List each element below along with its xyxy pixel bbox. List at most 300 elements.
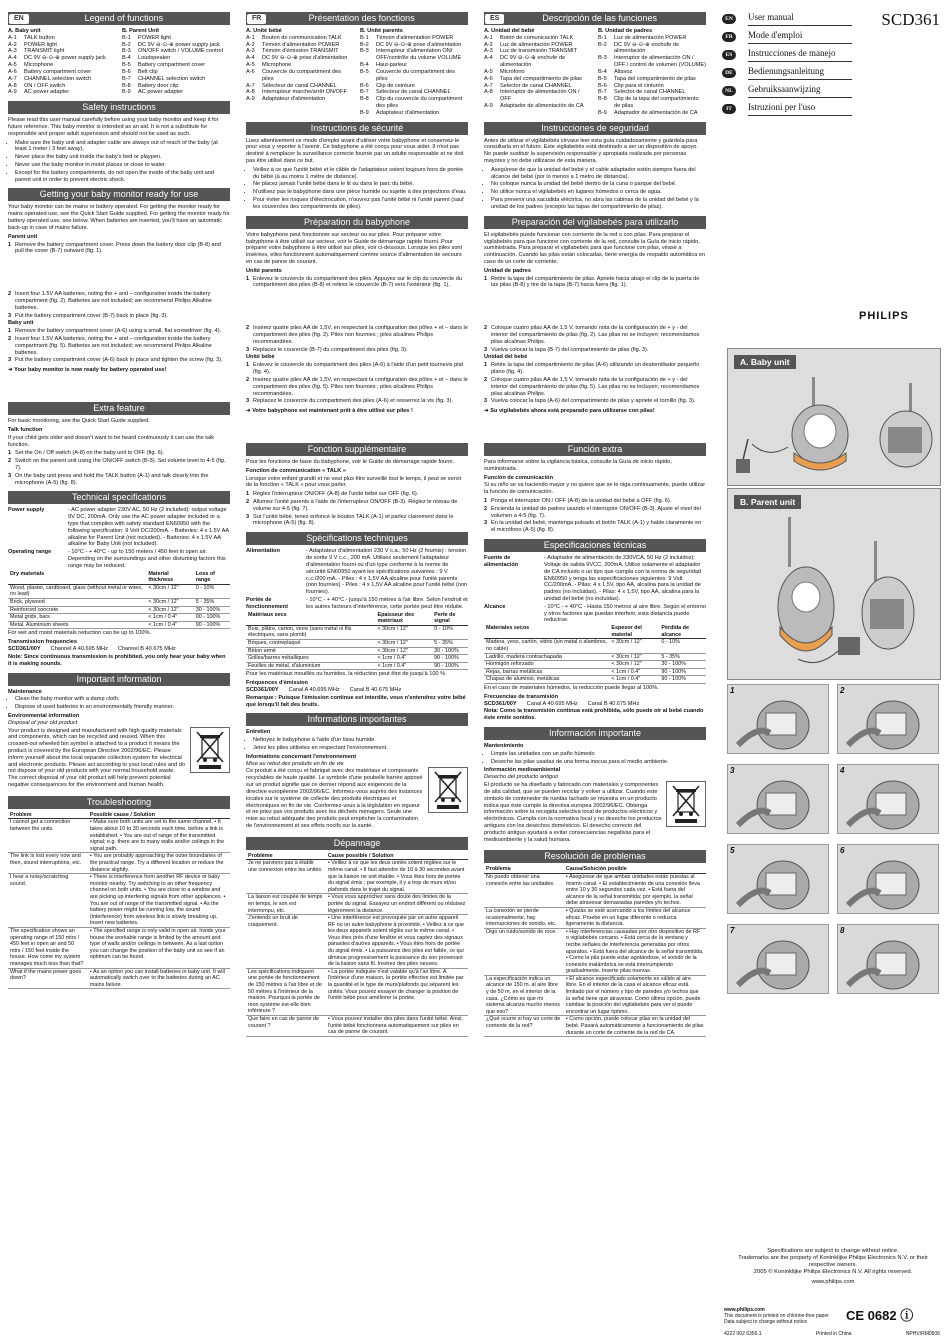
language-badge: IT <box>722 104 736 114</box>
legend-item <box>122 89 230 96</box>
legend-code: A-4 <box>8 55 17 62</box>
figure-5 <box>727 844 829 914</box>
legend-label: Témoin d'alimentation POWER <box>262 41 340 48</box>
talk-intro: If your child gets older and doesn't want to be heard continuously it can use the talk function. <box>8 434 214 448</box>
language-entry-it[interactable] <box>722 102 942 116</box>
step-text: Replacez le couvercle (B-7) du compartiment des piles (fig. 3). <box>253 346 408 353</box>
table-row <box>246 860 468 894</box>
legend-label: Témoin d'émission TRANSMIT <box>262 48 339 55</box>
baby-heading: Baby unit <box>8 320 34 327</box>
legend-code: B-9 <box>122 89 131 96</box>
step: 3 On the baby unit press and hold the TALK button (A-1) and talk clearly into the microphone (A-5) (fig. 8). <box>8 473 230 487</box>
legend-label: AC power adapter <box>138 89 184 96</box>
ready-intro: El vigilabebés puede funcionar con corriente de la red o con pilas. Para preparar el vigilabebés para que funcione con corriente de la red, consulte la Guía de inicio rápido, suministrada. Para preparar el vigilabebés para que funcione con pilas, véase a continuación. Cuando las pilas están colocadas, tiene energía de respaldo automática en caso de un corte de corriente. <box>484 231 706 265</box>
legend-code: B-1 <box>122 34 131 41</box>
table-cell: < 30cm / 12" <box>376 639 433 647</box>
step-text: Réglez l'interrupteur ON/OFF (A-8) de l'unité bébé sur OFF (fig. 6). <box>253 491 419 498</box>
table-cell: ¿Qué ocurre si hay un corte de corriente de la red? <box>484 1016 564 1037</box>
footer-copyright: 2005 © Koninklijke Philips Electronics N.V. All rights reserved. <box>753 1269 913 1276</box>
panel-b-title: B. Parent unit <box>734 495 801 509</box>
legend-label: Botón de comunicación TALK <box>500 34 574 41</box>
safety-intro: Antes de utilizar el vigilabebés sírvase leer esta guía cuidadosamente y guárdela para consultarla en el futuro. Este vigilabebés está destinado a ser un dispositivo de apoyo. No puede sustituir la supervisión responsable y apropiada realizada por personas mayores y no debe utilizarse de esta manera. <box>484 137 698 164</box>
legend-item <box>246 89 354 96</box>
talk-steps <box>8 450 230 486</box>
baby-steps <box>246 362 468 405</box>
step: 1 Enlevez le couvercle du compartiment des piles. Appuyez sur le clip du couvercle du compartiment des piles (B-8) et retirez le couvercle (B-7) vers l'extérieur (fig. 1). <box>246 276 468 290</box>
language-label: Bedienungsanleitung <box>748 66 852 80</box>
list-item: • No coloque nunca la unidad del bebé dentro de la cuna o parque del bebé. <box>491 181 706 188</box>
step-text: Retire la tapa del compartimiento de pilas (A-6) utilizando un destornillador pequeño plano (fig. 4). <box>491 362 700 376</box>
baby-unit-heading: A. Unidad del bebé <box>484 28 535 34</box>
table-cell: • Vous vous approchez sans doute des limites de la portée du signal. Essayez un endroit différent ou réduisez légèrement la distance. <box>326 894 468 915</box>
table-row <box>8 874 230 928</box>
extra-title: Función extra <box>484 443 706 456</box>
materials-note: En el caso de materiales húmedos, la reducción puede llegar al 100%. <box>484 684 659 691</box>
language-code: EN <box>8 13 30 25</box>
table-cell: < 1cm / 0.4" <box>146 621 193 629</box>
bottom-ref: NPHV/RM0506 <box>905 1331 940 1338</box>
legend-code: B-5 <box>598 75 607 82</box>
legend-label: Sélecteur de canal CHANNEL <box>376 89 451 96</box>
table-cell: • Veillez à ce que les deux unités soient réglées sur le même canal. • Il faut attendre de 10 à 30 secondes avant que la liaison ne soit établie. • Vous êtes hors de portée du signal émis ; par exemple, il y a trop de murs et/ou plafonds dans le trajet du signal. <box>326 860 468 894</box>
table-row <box>246 662 468 670</box>
extra-intro: For basic monitoring, see the Quick Start Guide supplied. <box>8 418 150 425</box>
legend-label: Adaptateur d'alimentation <box>262 96 326 103</box>
talk-heading: Fonction de communication « TALK » <box>246 467 346 474</box>
env-text: Ce produit a été conçu et fabriqué avec des matériaux et composants recyclables de haute qualité. Le symbole d'une poubelle barrée apposé sur un produit signifie que ce dernier répond aux exigences de la directive européenne 2002/96/EC. Informez-vous auprès des instances locales sur le système de collecte des produits électriques et électroniques en fin de vie. Conformez-vous à la législation en vigueur et ne jetez pas vos produits avec les déchets ménagers. Seule une mise au rebut adéquate des produits peut empêcher la contamination de l'environnement et ses effets nocifs sur la santé. <box>246 768 423 829</box>
table-cell: Madera, yeso, cartón, vidrio (sin metal o alambres, no cable) <box>484 639 609 653</box>
language-entry-de[interactable] <box>722 66 942 80</box>
parent-unit-heading: B. Unidad de padres <box>598 28 653 34</box>
safety-list <box>246 167 468 211</box>
legend-label: Adaptador de alimentación de CA <box>614 109 698 116</box>
table-cell: 90 - 100% <box>659 668 706 676</box>
legend-label: Clip de ceinture <box>376 82 415 89</box>
table-cell: 0 - 10% <box>432 625 468 639</box>
language-entry-es[interactable] <box>722 48 942 62</box>
crossed-bin-icon <box>666 781 706 827</box>
info-title: Informations importantes <box>246 713 468 726</box>
table-header: Material thickness <box>146 571 193 585</box>
step: 2 Insert four 1.5V AA batteries, noting the + and – configuration inside the battery compartment (fig. 2). Batteries are not included; we recommend Philips Alkaline batteries. <box>8 291 230 311</box>
legend-code: A-1 <box>8 34 17 41</box>
step: 2 Insérez quatre piles AA de 1,5V, en respectant la configuration des pôles + et – dans le compartiment des piles (fig. 2). Piles non fournies ; piles alcalines Philips recommandées. <box>246 325 468 345</box>
materials-table <box>484 625 706 684</box>
ready-intro: Votre babyphone peut fonctionner sur secteur ou sur piles. Pour préparer votre babyphone à être utilisé sur secteur, voir le Guide de démarrage rapide fourni. Pour préparer votre babyphone à être utilisé sur piles, voir ci-dessous. Lorsque les piles sont insérées, elles fonctionnent automatiquement comme source d'alimentation de secours en cas de panne de courant. <box>246 231 463 265</box>
legend-label: Battery compartment cover <box>24 68 92 75</box>
language-badge: ES <box>722 50 736 60</box>
legend-code: A-6 <box>484 75 493 82</box>
table-header: Perte de signal <box>432 612 468 626</box>
legend-label: Sélecteur de canal CHANNEL <box>262 82 337 89</box>
figure-illustration <box>838 845 939 913</box>
list-item: • Except for the battery compartments, do not open the inside of the baby unit and parent unit in order to prevent electric shock. <box>15 170 230 184</box>
freq-row: SCD361/00Y Canal A 40.695 MHz Canal B 40.675 MHz <box>484 700 640 707</box>
spec-power: Fuente de alimentación - Adaptador de alimentación de 230VCA, 50 Hz (2 incluidos): Voltaje de salida 9VCC, 200mA. Utilice solamente el adaptador de CA incluido o un tipo que cumpla con la norma de seguridad EN60950 y tenga las especificaciones siguientes: 9 Volt CC/200mA. - Pilas: 4 x 1,5V, tipo AA, alcalina para la unidad de padres (no incluidas). - Pilas: 4 x 1,5V, tipo AA, alcalina para la unidad del bebé (no incluidas). <box>484 555 702 602</box>
trouble-title: Resolución de problemas <box>484 850 706 863</box>
ready-intro: Your baby monitor can be mains or battery operated. For getting the monitor ready for mains operated use, see the Quick Start Guide supplied. For getting the monitor ready for battery operated use, see below. When batteries are inserted, you'll have an automatic back-up in case of mains failure. <box>8 204 230 231</box>
legend-code: B-9 <box>360 109 369 116</box>
legend-item <box>484 76 592 83</box>
table-cell: 5 - 35% <box>659 653 706 661</box>
step: 1 Réglez l'interrupteur ON/OFF (A-8) de l'unité bébé sur OFF (fig. 6). <box>246 491 419 498</box>
legend-code: B-2 <box>360 41 369 48</box>
bottom-china: Printed in China <box>815 1331 852 1338</box>
step: 2 Insérez quatre piles AA de 1,5V, en respectant la configuration des pôles + et – dans le compartiment des piles (fig. 5). Piles non fournies ; piles alcalines Philips recommandées. <box>246 376 468 397</box>
table-row <box>246 968 468 1015</box>
figure-6 <box>837 844 939 914</box>
figure-8 <box>837 924 939 994</box>
step: 1 Set the On / Off switch (A-8) on the baby unit to OFF (fig. 6). <box>8 450 165 457</box>
step: 3 Put the battery compartment cover (B-7) back in place (fig. 3). <box>8 312 168 319</box>
step: 2 Switch on the parent unit using the ON/OFF switch (B-3). Set volume level to 4-5 (fig. 7). <box>8 458 230 472</box>
bottom-change: Data subject to change without notice <box>724 1319 808 1326</box>
step: 1 Retire la tapa del compartimiento de pilas (A-6) utilizando un destornillador pequeño plano (fig. 4). <box>484 362 706 376</box>
step: 2 Encienda la unidad de padres usando el interruptor ON/OFF (B-3). Ajuste el nivel del volumen a 4-5 (fig. 7). <box>484 506 706 520</box>
legend-code: B-8 <box>598 96 607 103</box>
language-label: Istruzioni per l'uso <box>748 102 852 116</box>
freq-heading: Frecuencias de transmisión <box>484 693 558 700</box>
language-entry-nl[interactable] <box>722 84 942 98</box>
list-item: • Make sure the baby unit and adapter cable are always out of reach of the baby (at least 1 meter / 3 feet away). <box>15 140 230 154</box>
legend-label: Haut-parleur <box>376 62 408 69</box>
legend-item <box>8 69 116 76</box>
table-row <box>484 661 706 669</box>
crossed-bin-icon <box>190 727 230 773</box>
ce-mark: CE 0682 ⓘ <box>846 1308 914 1323</box>
panel-baby-unit <box>727 348 941 486</box>
legend-item <box>8 55 116 62</box>
safety-title: Instructions de sécurité <box>246 122 468 135</box>
table-header: Problema <box>484 866 564 873</box>
language-badge: NL <box>722 86 736 96</box>
spec-title: Technical specifications <box>8 491 230 504</box>
legend-code: B-4 <box>360 62 369 69</box>
legend-item <box>598 69 706 76</box>
legend-item <box>598 89 706 96</box>
freq-note: Note: Since continuous transmission is prohibited, you only hear your baby when it is making sounds. <box>8 653 226 667</box>
language-column-fr <box>246 8 468 1037</box>
table-row <box>246 655 468 663</box>
legend-code: A-6 <box>8 68 17 75</box>
talk-heading: Función de comunicación <box>484 474 553 481</box>
table-header: Causa/Solución posible <box>564 866 706 873</box>
legend-label: ON / OFF switch <box>24 82 66 89</box>
parent-steps <box>8 242 230 320</box>
bottom-url[interactable]: www.philips.com <box>724 1307 765 1313</box>
safety-list <box>8 140 230 184</box>
step-text: Remove the battery compartment cover. Press down the battery door clip (B-8) and pull the cover (B-7) outward (fig. 1). <box>15 241 221 255</box>
legend-code: A-7 <box>8 75 17 82</box>
table-cell: < 30cm / 12" <box>376 647 433 655</box>
legend-label: TALK button <box>24 34 55 41</box>
step-text: Coloque cuatro pilas AA de 1,5 V, tomando nota de la configuración de + y - del interior del compartimiento de pilas (fig. 5). Las pilas no se incluyen; recomendamos pilas alcalinas Philips. <box>491 376 700 397</box>
legend-label: Interruptor de alimentación ON / OFF / control de volumen (VOLUME) <box>614 55 707 69</box>
figure-illustration <box>728 685 829 753</box>
table-cell: 30 - 100% <box>432 647 468 655</box>
spec-power: Power supply - AC power adapter 230V AC, 50 Hz (2 included): output voltage 9V DC, 200mA. Only use the AC power adapter included or a type that complies with safety standard EN60950 with the following specification: 9 Volt DC/200mA. - Batteries: 4 x 1.5V AA alkaline for Parent Unit (not included). - Batteries: 4 x 1.5V AA alkaline for Baby Unit (not included). <box>8 507 229 548</box>
legend-item <box>360 110 468 117</box>
baby-unit-list <box>484 35 592 110</box>
step-text: Vuelva colocar la tapa (B-7) del compartimiento de pilas (fig. 3). <box>491 346 649 353</box>
extra-title: Fonction supplémentaire <box>246 443 468 456</box>
table-cell: Que faire en cas de panne de courant ? <box>246 1016 326 1037</box>
figure-number: 4 <box>840 766 845 775</box>
step: 1 Retire la tapa del compartimiento de pilas. Apriete hacia abajo el clip de la puerta de las pilas (B-8) y tire de la tapa (B-7) hacia fuera (fig. 1). <box>484 276 706 290</box>
legend-label: DC 9V ⊖-⊙-⊕ power supply jack <box>24 55 106 62</box>
table-cell: La liaison est coupée de temps en temps, le son est interrompu, etc. <box>246 894 326 915</box>
step: 3 Replacez le couvercle (B-7) du compartiment des piles (fig. 3). <box>246 346 408 353</box>
table-cell: Oigo un ruido/sonido de roce. <box>484 928 564 975</box>
legend-label: Loudspeaker <box>138 55 171 62</box>
legend-label: Bouton de communication TALK <box>262 34 342 41</box>
legend-item <box>8 62 116 69</box>
language-entry-fr[interactable] <box>722 30 942 44</box>
step-text: Coloque cuatro pilas AA de 1,5 V, tomando nota de la configuración de + y - del interior del compartimiento de pilas (fig. 2). Las pilas no se incluyen; recomendamos pilas alcalinas Philips. <box>491 325 700 345</box>
list-item: • Never place the baby unit inside the baby's bed or playpen. <box>15 154 230 161</box>
language-badge: DE <box>722 68 736 78</box>
language-column-es <box>484 8 706 1037</box>
table-cell: 90 - 100% <box>432 655 468 663</box>
table-cell: Béton armé <box>246 647 376 655</box>
table-cell: Hormigón reforzado <box>484 661 609 669</box>
freq-note: Remarque : Puisque l'émission continue est interdite, vous n'entendrez votre bébé que lorsqu'il fait des bruits. <box>246 694 466 708</box>
legend-code: A-1 <box>246 34 255 41</box>
legend-item <box>598 110 706 117</box>
legend-item <box>360 42 468 49</box>
table-row <box>246 647 468 655</box>
table-cell: The specification shows an operating range of 150 mtrs / 450 feet in open air and 50 mtrs / 150 feet inside the house. How come my system manages much less than that? <box>8 927 88 968</box>
step-text: Sur l'unité bébé, tenez enfoncé le bouton TALK (A-1) et parlez clairement dans le microphone (A-5) (fig. 8). <box>253 513 454 527</box>
footer-trademark: Trademarks are the property of Koninklijke Philips Electronics N.V. or their respective owners. <box>738 1255 928 1269</box>
table-row <box>484 907 706 928</box>
legend-label: Couvercle du compartiment des piles <box>262 68 341 82</box>
ready-title: Preparación del vigilabebés para utilizarlo <box>484 216 706 229</box>
table-row <box>246 894 468 915</box>
legend-item <box>246 48 354 55</box>
step-text: Encienda la unidad de padres usando el interruptor ON/OFF (B-3). Ajuste el nivel del volumen a 4-5 (fig. 7). <box>491 505 701 519</box>
figure-number: 5 <box>730 846 735 855</box>
legend-label: Interrupteur d'alimentation ON/ OFF/contrôle du volume VOLUME <box>376 48 462 62</box>
step: 1 Enlevez le couvercle du compartiment des piles (A-6) à l'aide d'un petit tournevis plat (fig. 4). <box>246 362 468 376</box>
legend-label: DC 9V ⊖-⊙-⊕ power supply jack <box>138 41 220 48</box>
spec-range: Alcance - 10°C - + 40°C - Hasta 150 metros al aire libre. Según el entorno y otros factores que puedan interferir, esta distancia puede reducirse. <box>484 603 706 624</box>
maint-heading: Mantenimiento <box>484 743 524 749</box>
baby-heading: Unidad del bebé <box>484 354 528 361</box>
legend-code: A-8 <box>484 89 493 96</box>
footer-url[interactable]: www.philips.com <box>811 1279 855 1286</box>
legend-label: DC 9V ⊖-⊙-⊕ enchufe de alimentación <box>500 55 566 69</box>
legend-item <box>360 62 468 69</box>
legend-item <box>484 103 592 110</box>
legend-code: B-7 <box>360 89 369 96</box>
language-code: FR <box>246 13 267 25</box>
legend-item <box>122 42 230 49</box>
legend-item <box>598 42 706 56</box>
legend-item <box>122 69 230 76</box>
legend-code: A-5 <box>246 62 255 69</box>
step-text: Insert four 1.5V AA batteries, noting the + and – configuration inside the battery compartment (fig. 5). Batteries are not included; we recommend Philips Alkaline batteries. <box>15 336 212 356</box>
table-cell: Grilles/barres métalliques <box>246 655 376 663</box>
legend-code: B-3 <box>360 48 369 55</box>
table-cell: < 30cm / 12" <box>609 653 659 661</box>
table-cell: No puedo obtener una conexión entre las unidades. <box>484 873 564 907</box>
list-item: • Pour éviter les risques d'électrocution, n'ouvrez pas l'unité bébé ni l'unité parent (sauf les couvercles des compartiments de piles). <box>253 197 468 211</box>
info-title: Información importante <box>484 727 706 740</box>
list-item: • Clean the baby monitor with a damp cloth. <box>15 696 230 703</box>
legend-item <box>246 35 354 42</box>
env-heading: Environmental information <box>8 712 80 719</box>
ready-title: Préparation du babyphone <box>246 216 468 229</box>
talk-intro: Lorsque votre enfant grandit et ne veut plus être surveillé tout le temps, il peut se servir de la fonction « TALK » pour vous parler. <box>246 475 462 489</box>
materials-table <box>246 612 468 671</box>
info-title: Important information <box>8 673 230 686</box>
legend-code: B-3 <box>122 48 131 55</box>
step-text: Insérez quatre piles AA de 1,5V, en respectant la configuration des pôles + et – dans le compartiment des piles (fig. 5). Piles non fournies ; piles alcalines Philips recommandées. <box>253 376 468 397</box>
extra-intro: Para informarse sobre la vigilancia básica, consulte la Guía de inicio rápido, suministrada. <box>484 458 672 472</box>
legend-code: B-6 <box>598 82 607 89</box>
legend-code: B-6 <box>122 68 131 75</box>
legend-label: CHANNEL selection switch <box>138 75 206 82</box>
figure-2 <box>837 684 939 754</box>
step-text: Insérez quatre piles AA de 1,5V, en respectant la configuration des pôles + et – dans le compartiment des piles (fig. 2). Piles non fournies ; piles alcalines Philips recommandées. <box>253 325 468 345</box>
freq-note: Nota: Como la transmisión continua está prohibida, sólo puede oír al bebé cuando éste emite sonidos. <box>484 708 704 722</box>
table-cell: Wood, plaster, cardboard, glass (without metal or wires, no lead) <box>8 584 146 598</box>
legend-item <box>360 48 468 62</box>
table-cell: < 30cm / 12" <box>609 639 659 653</box>
table-row <box>484 928 706 975</box>
maint-list <box>484 751 706 766</box>
figure-number: 8 <box>840 926 845 935</box>
figure-illustration <box>838 685 939 753</box>
legend-code: A-3 <box>246 48 255 55</box>
table-cell: Rejas, barras metálicas <box>484 668 609 676</box>
list-item: • Limpie las unidades con un paño húmedo <box>491 751 706 758</box>
table-header: Problem <box>8 812 88 819</box>
step: 3 Vuelva colocar la tapa (B-7) del compartimiento de pilas (fig. 3). <box>484 346 649 353</box>
table-cell: Briques, contreplaqué <box>246 639 376 647</box>
legend-header: ES Descripción de las funciones <box>484 12 706 25</box>
figure-4 <box>837 764 939 834</box>
legend-code: A-2 <box>484 41 493 48</box>
parent-heading: Parent unit <box>8 233 38 240</box>
step: 2 Coloque cuatro pilas AA de 1,5 V, tomando nota de la configuración de + y - del interior del compartimiento de pilas (fig. 2). Las pilas no se incluyen; recomendamos pilas alcalinas Philips. <box>484 325 706 345</box>
table-cell: Reinforced concrete <box>8 606 146 614</box>
env-sub: Mise au rebut des produits en fin de vie <box>246 760 344 767</box>
legend-code: A-4 <box>484 55 493 62</box>
language-badge: EN <box>722 14 736 24</box>
legend-item <box>360 69 468 83</box>
step: 1 Remove the battery compartment cover (A-6) using a small, flat screwdriver (fig. 4). <box>8 328 222 335</box>
safety-title: Instrucciones de seguridad <box>484 122 706 135</box>
legend-lists <box>484 28 706 117</box>
table-row <box>484 676 706 684</box>
panel-a-title: A. Baby unit <box>734 355 796 369</box>
materials-note: Pour les matériaux mouillés ou humides, la réduction peut être de jusqu'à 100 %. <box>246 671 447 678</box>
legend-item <box>598 96 706 110</box>
talk-heading: Talk function <box>8 426 43 433</box>
legend-code: B-1 <box>360 34 369 41</box>
table-row <box>484 639 706 653</box>
legend-item <box>360 89 468 96</box>
table-cell: < 30cm / 12" <box>376 625 433 639</box>
parent-heading: Unidad de padres <box>484 267 531 274</box>
list-item: • Deseche las pilas usadas de una forma inocua para el medio ambiente. <box>491 759 706 766</box>
spec-title: Spécifications techniques <box>246 532 468 545</box>
table-cell: 30 - 100% <box>659 661 706 669</box>
table-header: Epaisseur des matériaux <box>376 612 433 626</box>
figure-illustration <box>838 765 939 833</box>
table-cell: • La portée indiquée n'est valable qu'à l'air libre. A l'intérieur d'une maison, la portée effective est limitée par la quantité et le type de murs/plafonds qui séparent les unités. Vous pouvez essayer de changer la position de l'unité bébé pour améliorer la portée. <box>326 968 468 1015</box>
figure-number: 1 <box>730 686 735 695</box>
legend-code: B-5 <box>122 62 131 69</box>
table-row <box>8 584 230 598</box>
ready-title: Getting your baby monitor ready for use <box>8 188 230 201</box>
legend-label: Microphone <box>24 62 54 69</box>
legend-code: A-8 <box>8 82 17 89</box>
step: 3 Vuelva colocar la tapa (A-6) del compartimiento de pilas y apriete el tornillo (fig. 3). <box>484 398 696 405</box>
legend-header: EN Legend of functions <box>8 12 230 25</box>
table-cell: La conexión se pierde ocasionalmente, hay interrupciones de sonido, etc. <box>484 907 564 928</box>
table-cell: Les spécifications indiquent une portée de fonctionnement de 150 mètres à l'air libre et de 50 mètres à l'intérieur de la maison. Pourquoi la portée de mon système est-elle bien inférieure ? <box>246 968 326 1015</box>
figure-grid <box>727 684 939 994</box>
legend-label: Battery compartment cover <box>138 62 206 69</box>
spec-range: Operating range - 10°C - + 40°C - up to 150 meters / 450 feet in open air. Depending on the surroundings and other disturbing factors this range may be reduced. <box>8 549 226 569</box>
baby-steps <box>484 362 706 405</box>
table-cell: La especificación indica un alcance de 150 m. al aire libre y de 50 m. en el interior de la casa. ¿Cómo es que mi sistema alcanza mucho menos que eso? <box>484 975 564 1016</box>
spec-power: Alimentation - Adaptateur d'alimentation 230 V c.a., 50 Hz (2 fournis) : tension de sortie 9 V c.c., 200 mA. Utilisez seulement l'adaptateur d'alimentation fourni ou d'un type conforme à la norme de sécurité EN60950 ayant les spécifications suivantes : 9 V c.c./200 mA. - Piles : 4 x 1,5V AA alcaline pour l'unité parents (non fournies) - Piles : 4 x 1,5V AA alcaline pour l'unité bébé (non fournies). <box>246 548 468 596</box>
language-label: User manual <box>748 12 852 26</box>
legend-item <box>8 35 116 42</box>
materials-table <box>8 571 230 630</box>
legend-label: Adaptateur d'alimentation <box>376 109 440 116</box>
legend-item <box>484 89 592 103</box>
legend-item <box>8 76 116 83</box>
talk-steps <box>484 498 706 534</box>
table-header: Problème <box>246 853 326 860</box>
legend-label: CHANNEL selection switch <box>24 75 92 82</box>
table-row <box>484 653 706 661</box>
table-cell: < 1cm / 0.4" <box>376 662 433 670</box>
step-text: Insert four 1.5V AA batteries, noting the + and – configuration inside the battery compartment (fig. 2). Batteries are not included; we recommend Philips Alkaline batteries. <box>15 291 212 311</box>
legend-code: A-8 <box>246 89 255 96</box>
parent-heading: Unité parents <box>246 267 282 274</box>
step-text: Vuelva colocar la tapa (A-6) del compartimiento de pilas y apriete el tornillo (fig. 3). <box>491 398 696 405</box>
legend-code: B-7 <box>598 89 607 96</box>
step: 2 Allumez l'unité parents à l'aide de l'interrupteur ON/OFF (B-3). Réglez le niveau de volume sur 4-5 (fig. 7). <box>246 499 468 513</box>
legend-item <box>8 42 116 49</box>
figure-3 <box>727 764 829 834</box>
list-item: • Jetez les piles utilisées en respectant l'environnement. <box>253 745 468 752</box>
ready-done: ➜ Su vigilabebés ahora está preparado para utilizarse con pilas! <box>484 408 655 415</box>
step: 3 Sur l'unité bébé, tenez enfoncé le bouton TALK (A-1) et parlez clairement dans le microphone (A-5) (fig. 8). <box>246 514 468 528</box>
legend-label: Adaptador de alimentación de CA <box>500 102 584 109</box>
legend-label: Interrupteur marche/arrêt ON/OFF <box>262 89 347 96</box>
table-cell: Feuilles de métal, d'aluminium <box>246 662 376 670</box>
spec-range: Portée de fonctionnement - 10°C - + 40°C - jusqu'à 150 mètres à l'air libre. Selon l'endroit et les autres facteurs d'interférence, cette portée peut être réduite. <box>246 596 468 610</box>
legend-item <box>122 76 230 83</box>
legend-label: Altavoz <box>614 68 633 75</box>
table-header: Cause possible / Solution <box>326 853 468 860</box>
list-item: • N'utilisez pas le babyphone dans une pièce humide ou sujette à des projections d'eau. <box>253 189 468 196</box>
table-cell: Chapas de aluminio, metálicas <box>484 676 609 684</box>
legend-code: A-5 <box>8 62 17 69</box>
table-row <box>8 621 230 629</box>
step-text: Enlevez le couvercle du compartiment des piles (A-6) à l'aide d'un petit tournevis plat (fig. 4). <box>253 362 464 376</box>
baby-unit-heading: A. Baby unit <box>8 28 41 34</box>
legend-code: A-7 <box>246 82 255 89</box>
legend-header: FR Présentation des fonctions <box>246 12 468 25</box>
